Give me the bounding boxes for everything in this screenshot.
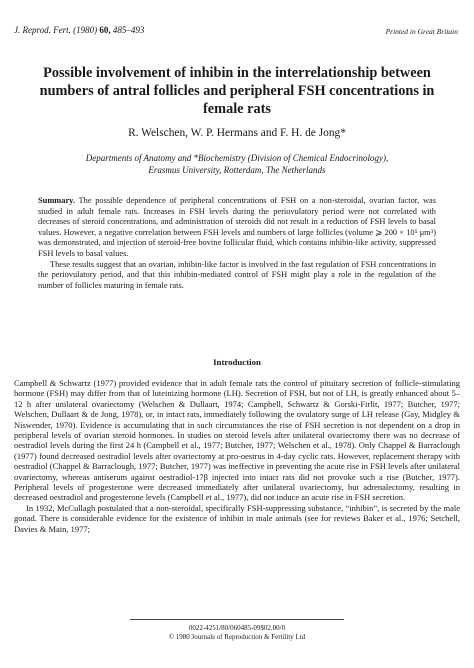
section-heading: Introduction [213,357,261,367]
journal-volume: 60, [99,25,111,35]
summary-block [38,196,436,291]
summary-text-1: The possible dependence of peripheral concentrations of FSH on a non-steroidal, ovarian factor, was studied in adult female rats. Increases in FSH levels during the periovulatory period were not correlated with decreases of steroid concentrations, and administration of steroids did not result in a reduction of FSH levels to basal values. However, a negative correlation between FSH levels and numbers of large follicles (volume ⩾ 200 × 10⁵ μm³) was demonstrated, and injection of steroid-free bovine follicular fluid, which contains inhibin-like activity, suppressed FSH levels to basal values. [38,196,436,258]
article-title: Possible involvement of inhibin in the interrelationship between numbers of antral follicles and peripheral FSH concentrations in female rats [39,65,435,117]
footer-copyright: © 1980 Journals of Reproduction & Fertility Ltd [168,633,306,642]
author-list: R. Welschen, W. P. Hermans and F. H. de Jong* [128,127,346,139]
affiliation-line-1: Departments of Anatomy and *Biochemistry (Division of Chemical Endocrinology), [85,153,389,163]
intro-paragraph-2: In 1932, McCullagh postulated that a non-steroidal, specifically FSH-suppressing substance, “inhibin”, is secreted by the male gonad. There is considerable evidence for the existence of inhibin in male animals (see for reviews Baker et al., 1976; Setchell, Davies & Main, 1977; [14,502,460,534]
printed-note: Printed in Great Britain [385,27,458,36]
journal-pages: 485–493 [112,25,145,35]
introduction-body [14,378,460,534]
journal-name: J. Reprod. Fert. [14,25,71,35]
summary-paragraph-2: These results suggest that an ovarian, inhibin-like factor is involved in the fast regulation of FSH concentrations in the periovulatory period, and that this inhibin-mediated control of FSH might play a role in the regulation of the number of follicles maturing in female rats. [38,259,436,290]
journal-citation [14,25,144,35]
footer-code: 0022-4251/80/060485-09$02.00/0 [188,624,286,632]
journal-year: (1980) [73,25,98,35]
intro-paragraph-1: Campbell & Schwartz (1977) provided evidence that in adult female rats the control of pituitary secretion of follicle-stimulating hormone (FSH) may differ from that of luteinizing hormone (LH). Secretion of FSH, but not of LH, is greatly enhanced about 5–12 h after unilateral ovariectomy (Welschen & Dullaart, 1974; Campbell, Schwartz & Gorski-Firlit, 1977; Butcher, 1977; Welschen, Dullaart & de Jong, 1978), or, in intact rats, immediately following the ovulatory surge of LH release (Gay, Midgley & Niswender, 1970). Evidence is accumulating that in such circumstances the rise of FSH secretion is not dependent on a drop in peripheral levels of ovarian steroid hormones. In studies on steroid levels after unilateral ovariectomy there was no decrease of oestradiol levels during the first 24 h (Campbell et al., 1977; Butcher, 1977; Welschen et al., 1978). Only Chappel & Barraclough (1977) found decreased oestradiol levels after ovariectomy at pro-oestrus in 4-day cyclic rats. However, replacement therapy with oestradiol (Chappel & Barraclough, 1977; Butcher, 1977) was ineffective in preventing the acute rise in FSH levels after unilateral ovariectomy, whereas antiserum against oestradiol-17β injected into intact rats did not provoke such a rise (Butcher, 1977). Peripheral levels of progesterone were decreased immediately after unilateral ovariectomy, but adrenalectomy, resulting in decreased oestradiol and progesterone levels (Campbell et al., 1977), did not induce an acute rise in FSH secretion. [14,378,460,503]
footer [0,624,474,642]
summary-label: Summary. [38,196,75,205]
affiliation [20,153,454,176]
summary-paragraph-1 [38,196,436,260]
affiliation-line-2: Erasmus University, Rotterdam, The Netherlands [148,164,326,175]
footer-divider [130,619,344,620]
